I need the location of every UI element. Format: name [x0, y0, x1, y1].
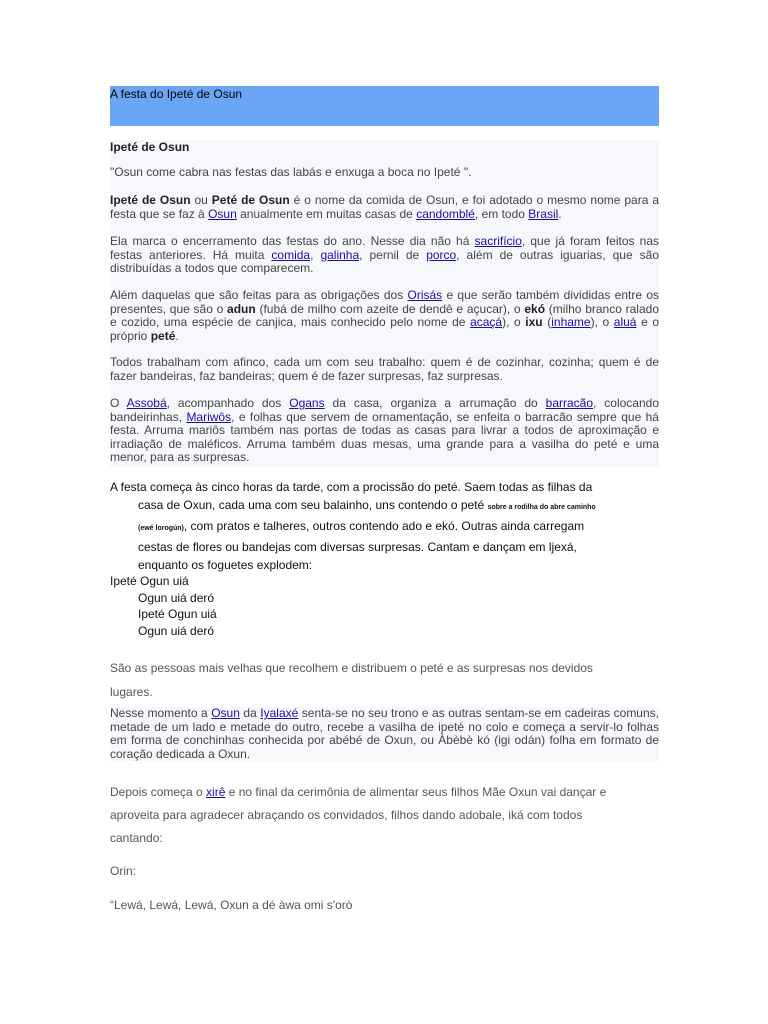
section-heading: Ipeté de Osun: [110, 140, 190, 154]
paragraph-7: São as pessoas mais velhas que recolhem e distribuem o peté e as surpresas nos devidos lugares.: [110, 661, 593, 699]
link-assoba[interactable]: Assobá: [126, 396, 167, 410]
link-brasil[interactable]: Brasil: [528, 206, 559, 221]
link-xire[interactable]: xirê: [206, 785, 226, 799]
link-galinha[interactable]: galinha: [320, 247, 360, 262]
link-comida[interactable]: comida: [271, 247, 311, 262]
link-iyalaxe[interactable]: Iyalaxé: [260, 706, 299, 720]
paragraph-2: Ela marca o encerramento das festas do ano. Nesse dia não há sacrifício, que já foram feitos nas festas anteriores. Há muita comida, galinha, pernil de porco, além de outras iguarias, que são distribuídas a todos que comparecem.: [110, 234, 659, 275]
paragraph-8: Nesse momento a Osun da Iyalaxé senta-se no seu trono e as outras sentam-se em cadeiras comuns, metade de um lado e metade do outro, recebe a vasilha de ipeté no colo e começa a servir-lo folhas em forma de conchinhas conhecida por abébé de Oxun, ou Àbèbè kó (igi odán) folha em formato de coração dedicada a Oxun.: [110, 706, 659, 761]
link-barracao[interactable]: barracão: [545, 396, 594, 410]
link-osun[interactable]: Osun: [208, 206, 237, 221]
song-ipete: Ipeté Ogun uiá Ogun uiá deró Ipeté Ogun uiá Ogun uiá deró: [110, 574, 217, 638]
link-orisas[interactable]: Orisás: [407, 288, 443, 302]
intro-quote: "Osun come cabra nas festas das labás e enxuga a boca no Ipeté ".: [110, 165, 472, 179]
title-banner: [110, 86, 659, 126]
orin-label: Orin:: [110, 864, 137, 878]
link-osun-2[interactable]: Osun: [211, 706, 240, 720]
orin-line: “Lewá, Lewá, Lewá, Oxun a dé àwa omi s'orò: [110, 898, 353, 912]
link-inhame[interactable]: inhame: [551, 315, 591, 329]
link-sacrificio[interactable]: sacrifício: [474, 234, 522, 248]
link-ogans[interactable]: Ogans: [289, 396, 325, 410]
paragraph-9: Depois começa o xirê e no final da cerimônia de alimentar seus filhos Mãe Oxun vai dançar e aproveita para agradecer abraçando os convidados, filhos dando adobale, iká com todos cantando:: [110, 785, 607, 845]
paragraph-6: A festa começa às cinco horas da tarde, com a procissão do peté. Saem todas as filhas da casa de Oxun, cada uma com seu balainho, uns contendo o peté sobre a rodilha do abre caminho (ewé lorogún), com pratos e talheres, outros contendo ado e ekó. Outras ainda carregam cestas de flores ou bandejas com diversas surpresas. Cantam e dançam em ljexá, enquanto os foguetes explodem:: [110, 480, 596, 572]
link-porco[interactable]: porco: [426, 247, 457, 262]
paragraph-4: Todos trabalham com afinco, cada um com seu trabalho: quem é de cozinhar, cozinha; quem é de fazer bandeiras, faz bandeiras; quem é de fazer surpresas, faz surpresas.: [110, 355, 659, 383]
link-alua[interactable]: aluá: [613, 315, 637, 329]
paragraph-3: Além daquelas que são feitas para as obrigações dos Orisás e que serão também divididas entre os presentes, que são o adun (fubá de milho com azeite de dendê e açucar), o ekó (milho branco ralado e cozido, uma espécie de canjica, mais conhecido pelo nome de acaçá), o ixu (inhame), o aluá e o próprio peté.: [110, 288, 660, 343]
link-mariwos[interactable]: Mariwôs: [186, 409, 232, 424]
link-candomble[interactable]: candomblé: [416, 206, 475, 221]
link-acaca[interactable]: acaçá: [470, 315, 503, 329]
paragraph-1: Ipeté de Osun ou Peté de Osun é o nome da comida de Osun, e foi adotado o mesmo nome para a festa que se faz à Osun anualmente em muitas casas de candomblé, em todo Brasil.: [110, 193, 660, 221]
paragraph-5: O Assobá, acompanhado dos Ogans da casa, organiza a arrumação do barracão, colocando bandeirinhas, Mariwôs, e folhas que servem de ornamentação, se enfeita o barracão sempre que há festa. Arruma mariôs também nas portas de todas as casas para livrar a todos de aproximação e irradiação de maléficos. Arruma também duas mesas, uma grande para a vasilha do peté e uma menor, para as surpresas.: [110, 396, 660, 464]
page-title: A festa do Ipeté de Osun: [110, 87, 243, 101]
